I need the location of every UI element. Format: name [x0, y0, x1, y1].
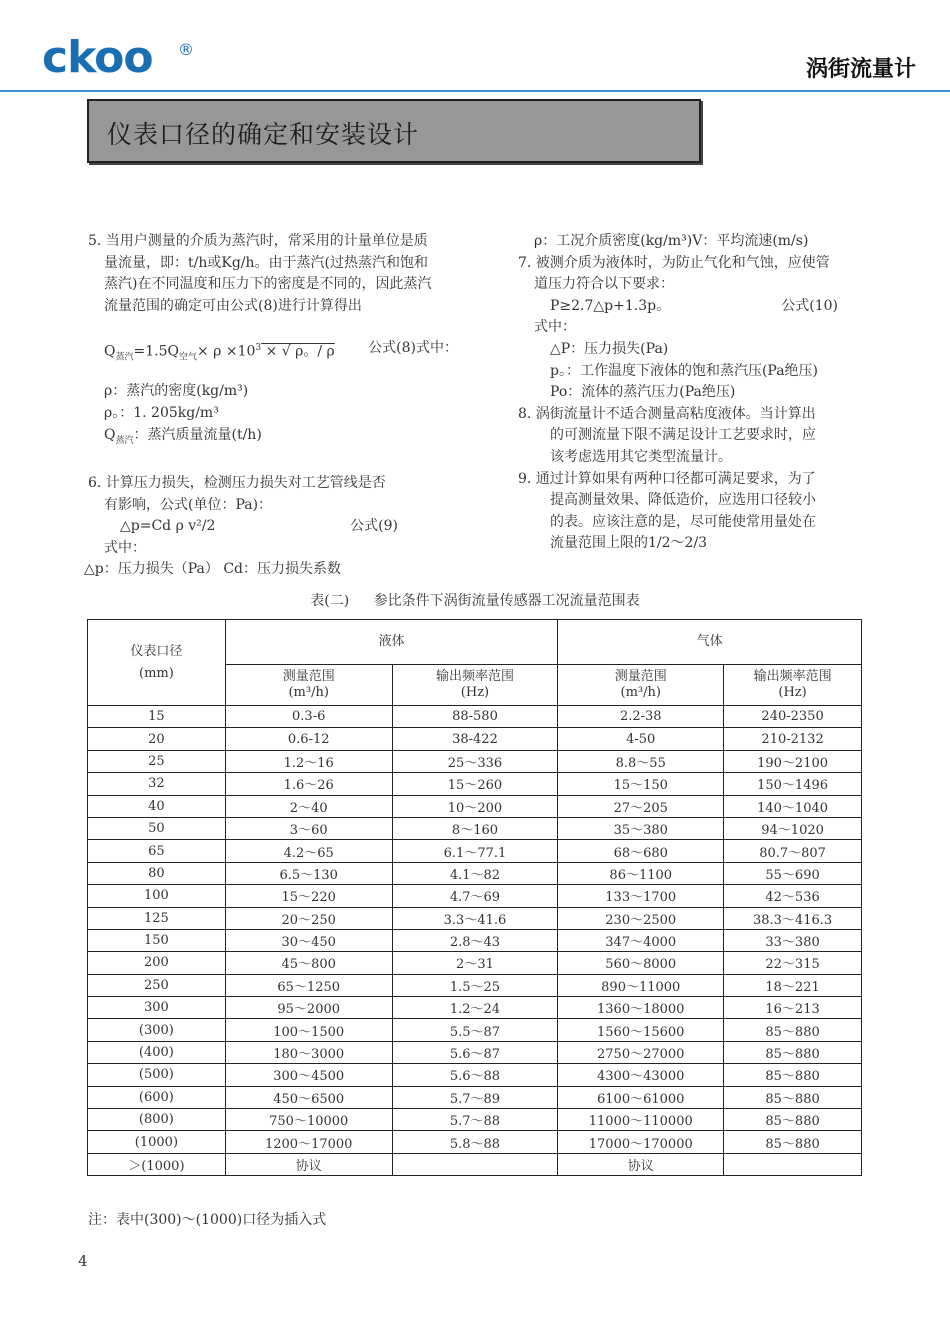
table-row: [88, 1153, 862, 1175]
section-title: 仪表口径的确定和安装设计: [107, 120, 420, 149]
cell-gas-range: 协议: [558, 1153, 724, 1175]
cell-liquid-freq: 10～200: [392, 795, 558, 817]
cell-liquid-freq: 5.5～87: [392, 1019, 558, 1041]
cell-liquid-freq: 5.6～87: [392, 1041, 558, 1063]
formula-10-expr: P≥2.7△p+1.3p。: [550, 297, 671, 314]
header-gas: 气体: [558, 620, 862, 665]
table-row: [88, 728, 862, 750]
cell-gas-freq: 80.7～807: [724, 840, 862, 862]
table-caption: [0, 590, 950, 610]
ckoo-logo: ckoo: [42, 32, 153, 83]
where-label: 式中：: [104, 539, 146, 556]
cell-diameter: (500): [88, 1064, 226, 1086]
product-title: 涡街流量计: [805, 57, 916, 82]
cell-diameter: 150: [88, 929, 226, 951]
cell-liquid-range: 6.5～130: [225, 862, 392, 884]
formula-9-expr: △p=Cd ρ v²/2: [120, 518, 216, 535]
def-q: $Q_{蒸汽}$：蒸汽质量流量(t/h): [104, 426, 262, 446]
cell-liquid-freq: 3.3～41.6: [392, 907, 558, 929]
table-row: [88, 1131, 862, 1153]
cell-liquid-freq: 5.7～89: [392, 1086, 558, 1108]
cell-gas-freq: 140～1040: [724, 795, 862, 817]
cell-liquid-range: 3～60: [225, 817, 392, 839]
table-row: [88, 840, 862, 862]
cell-gas-range: 133～1700: [558, 885, 724, 907]
cell-liquid-range: 30～450: [225, 929, 392, 951]
cell-diameter: (1000): [88, 1131, 226, 1153]
item5-line: 量流量，即：t/h或Kg/h。由于蒸汽(过热蒸汽和饱和: [104, 254, 428, 271]
cell-diameter: 80: [88, 862, 226, 884]
table-row: [88, 706, 862, 728]
cell-liquid-range: 1200～17000: [225, 1131, 392, 1153]
table-row: [88, 1086, 862, 1108]
cell-gas-freq: 22～315: [724, 952, 862, 974]
def-p0: p。：工作温度下液体的饱和蒸汽压(Pa绝压): [550, 362, 819, 379]
table-title: 参比条件下涡街流量传感器工况流量范围表: [373, 593, 640, 609]
cell-liquid-range: 1.6～26: [225, 773, 392, 795]
cell-diameter: 32: [88, 773, 226, 795]
cell-gas-range: 1360～18000: [558, 997, 724, 1019]
item8-line: 的可测流量下限不满足设计工艺要求时，应: [550, 427, 816, 444]
cell-gas-range: 1560～15600: [558, 1019, 724, 1041]
cell-liquid-freq: 8～160: [392, 817, 558, 839]
cell-diameter: (300): [88, 1019, 226, 1041]
cell-diameter: 15: [88, 706, 226, 728]
cell-liquid-range: 450～6500: [225, 1086, 392, 1108]
cell-gas-freq: 85～880: [724, 1064, 862, 1086]
cell-liquid-range: 协议: [225, 1153, 392, 1175]
cell-liquid-range: 100～1500: [225, 1019, 392, 1041]
def-dp: △P：压力损失(Pa): [550, 340, 669, 357]
table-row: [88, 862, 862, 884]
cell-gas-range: 11000～110000: [558, 1109, 724, 1131]
table-row: [88, 1019, 862, 1041]
cell-liquid-range: 0.3-6: [225, 706, 392, 728]
cell-liquid-freq: 4.7～69: [392, 885, 558, 907]
cell-liquid-range: 20～250: [225, 907, 392, 929]
item7-line: 道压力符合以下要求：: [534, 276, 674, 293]
table-row: [88, 997, 862, 1019]
item5-line: 流量范围的确定可由公式(8)进行计算得出: [104, 297, 362, 314]
header-gas-freq: 输出频率范围 (Hz): [724, 665, 862, 706]
def-rho0: ρ。：1. 205kg/m³: [104, 405, 219, 422]
cell-diameter: 100: [88, 885, 226, 907]
right-column: [518, 231, 868, 555]
cell-gas-freq: 150～1496: [724, 773, 862, 795]
cell-gas-freq: 94～1020: [724, 817, 862, 839]
item8-line: 该考虑选用其它类型流量计。: [550, 448, 732, 465]
cell-gas-range: 6100～61000: [558, 1086, 724, 1108]
cell-liquid-range: 95～2000: [225, 997, 392, 1019]
cell-gas-range: 230～2500: [558, 907, 724, 929]
cell-liquid-range: 2～40: [225, 795, 392, 817]
cell-liquid-range: 4.2～65: [225, 840, 392, 862]
cell-gas-freq: 38.3～416.3: [724, 907, 862, 929]
cell-liquid-freq: 4.1～82: [392, 862, 558, 884]
formula-9-label: 公式(9): [350, 518, 398, 535]
formula-8-label: 公式(8)式中：: [368, 340, 458, 357]
table-row: [88, 885, 862, 907]
page-number: 4: [78, 1252, 88, 1270]
registered-mark: ®: [178, 40, 194, 59]
cell-liquid-range: 45～800: [225, 952, 392, 974]
formula-8: [88, 338, 498, 369]
cell-liquid-range: 180～3000: [225, 1041, 392, 1063]
item7-line: 7. 被测介质为液体时，为防止气化和气蚀，应使管: [518, 254, 830, 271]
cell-liquid-range: 1.2～16: [225, 750, 392, 772]
cell-diameter: 125: [88, 907, 226, 929]
cell-liquid-freq: 5.7～88: [392, 1109, 558, 1131]
cell-gas-freq: 33～380: [724, 929, 862, 951]
cell-liquid-freq: 5.6～88: [392, 1064, 558, 1086]
def-rho: ρ：蒸汽的密度(kg/m³): [104, 383, 249, 400]
table-row: [88, 1041, 862, 1063]
cell-diameter: 40: [88, 795, 226, 817]
cell-gas-freq: 85～880: [724, 1086, 862, 1108]
cell-gas-freq: 85～880: [724, 1019, 862, 1041]
formula-9: [88, 516, 498, 538]
cell-gas-freq: 85～880: [724, 1041, 862, 1063]
def-po: Po：流体的蒸汽压力(Pa绝压): [550, 384, 736, 401]
cell-gas-freq: 190～2100: [724, 750, 862, 772]
cell-gas-range: 35～380: [558, 817, 724, 839]
cell-gas-freq: 16～213: [724, 997, 862, 1019]
table-row: [88, 795, 862, 817]
section-title-box: [87, 99, 701, 163]
cell-diameter: 20: [88, 728, 226, 750]
item6-line: 有影响，公式(单位：Pa)：: [104, 496, 273, 513]
cell-gas-freq: 240-2350: [724, 706, 862, 728]
cell-gas-freq: 85～880: [724, 1109, 862, 1131]
cell-gas-range: 4-50: [558, 728, 724, 750]
flow-range-table: [87, 619, 862, 1176]
item5-line: 蒸汽)在不同温度和压力下的密度是不同的，因此蒸汽: [104, 276, 432, 293]
cell-liquid-range: 750～10000: [225, 1109, 392, 1131]
header-liquid-range: 测量范围 (m³/h): [225, 665, 392, 706]
table-row: [88, 1109, 862, 1131]
cell-diameter: 50: [88, 817, 226, 839]
header-gas-range: 测量范围 (m³/h): [558, 665, 724, 706]
cell-diameter: (800): [88, 1109, 226, 1131]
table-row: [88, 929, 862, 951]
item9-line: 9. 通过计算如果有两种口径都可满足要求，为了: [518, 470, 816, 487]
cell-diameter: 200: [88, 952, 226, 974]
cell-gas-range: 86～1100: [558, 862, 724, 884]
formula-10: [518, 296, 868, 318]
cell-gas-freq: 210-2132: [724, 728, 862, 750]
header-liquid: 液体: [225, 620, 558, 665]
cell-liquid-range: 65～1250: [225, 974, 392, 996]
cell-liquid-range: 15～220: [225, 885, 392, 907]
cell-gas-range: 8.8～55: [558, 750, 724, 772]
cell-gas-freq: 42～536: [724, 885, 862, 907]
cell-diameter: 250: [88, 974, 226, 996]
left-column: [84, 231, 498, 581]
table-row: [88, 1064, 862, 1086]
cell-liquid-freq: 1.2～24: [392, 997, 558, 1019]
cell-liquid-freq: 15～260: [392, 773, 558, 795]
cell-diameter: 25: [88, 750, 226, 772]
cell-gas-freq: 55～690: [724, 862, 862, 884]
item9-line: 流量范围上限的1/2～2/3: [550, 535, 708, 552]
table-row: [88, 952, 862, 974]
cell-liquid-range: 0.6-12: [225, 728, 392, 750]
formula-8-expr: $Q_{蒸汽}=1.5Q_{空气}\times \rho \times 10^3$ × √ ρ。/ ρ: [104, 343, 335, 363]
cell-gas-freq: 85～880: [724, 1131, 862, 1153]
item8-line: 8. 涡街流量计不适合测量高粘度液体。当计算出: [518, 405, 816, 422]
cell-gas-range: 15～150: [558, 773, 724, 795]
cell-diameter: (400): [88, 1041, 226, 1063]
cell-liquid-freq: 25～336: [392, 750, 558, 772]
cell-gas-range: 560～8000: [558, 952, 724, 974]
formula-10-label: 公式(10): [781, 297, 838, 314]
table-row: [88, 750, 862, 772]
cell-gas-range: 27～205: [558, 795, 724, 817]
where-label: 式中：: [534, 319, 576, 336]
item5-line: 5. 当用户测量的介质为蒸汽时，常采用的计量单位是质: [88, 233, 428, 249]
item9-line: 提高测量效果、降低造价，应选用口径较小: [550, 492, 816, 509]
table-row: [88, 907, 862, 929]
table-row: [88, 974, 862, 996]
cell-diameter: (600): [88, 1086, 226, 1108]
cell-liquid-freq: 5.8～88: [392, 1131, 558, 1153]
item6-line: 6. 计算压力损失，检测压力损失对工艺管线是否: [88, 475, 386, 491]
cell-gas-freq: 18～221: [724, 974, 862, 996]
header-liquid-freq: 输出频率范围 (Hz): [392, 665, 558, 706]
def-rho-v: ρ：工况介质密度(kg/m³)V：平均流速(m/s): [534, 233, 809, 249]
cell-diameter: 65: [88, 840, 226, 862]
cell-diameter: ＞(1000): [88, 1153, 226, 1175]
cell-gas-range: 890～11000: [558, 974, 724, 996]
cell-gas-range: 2.2-38: [558, 706, 724, 728]
cell-gas-range: 17000～170000: [558, 1131, 724, 1153]
header-divider: [0, 90, 950, 92]
table-number: 表(二): [310, 593, 350, 609]
cell-liquid-freq: [392, 1153, 558, 1175]
defs-9: △p：压力损失（Pa） Cd：压力损失系数: [84, 561, 341, 578]
cell-liquid-range: 300～4500: [225, 1064, 392, 1086]
cell-gas-range: 68～680: [558, 840, 724, 862]
cell-gas-range: 347～4000: [558, 929, 724, 951]
table-row: [88, 817, 862, 839]
cell-gas-range: 2750～27000: [558, 1041, 724, 1063]
table-row: [88, 773, 862, 795]
cell-diameter: 300: [88, 997, 226, 1019]
table-note: 注：表中(300)～(1000)口径为插入式: [88, 1212, 327, 1228]
cell-gas-freq: [724, 1153, 862, 1175]
header-diameter: 仪表口径 (mm): [88, 620, 226, 706]
cell-liquid-freq: 2～31: [392, 952, 558, 974]
cell-liquid-freq: 6.1～77.1: [392, 840, 558, 862]
item9-line: 的表。应该注意的是，尽可能使常用量处在: [550, 513, 816, 530]
cell-liquid-freq: 38-422: [392, 728, 558, 750]
cell-liquid-freq: 88-580: [392, 706, 558, 728]
cell-liquid-freq: 2.8～43: [392, 929, 558, 951]
cell-liquid-freq: 1.5～25: [392, 974, 558, 996]
cell-gas-range: 4300～43000: [558, 1064, 724, 1086]
